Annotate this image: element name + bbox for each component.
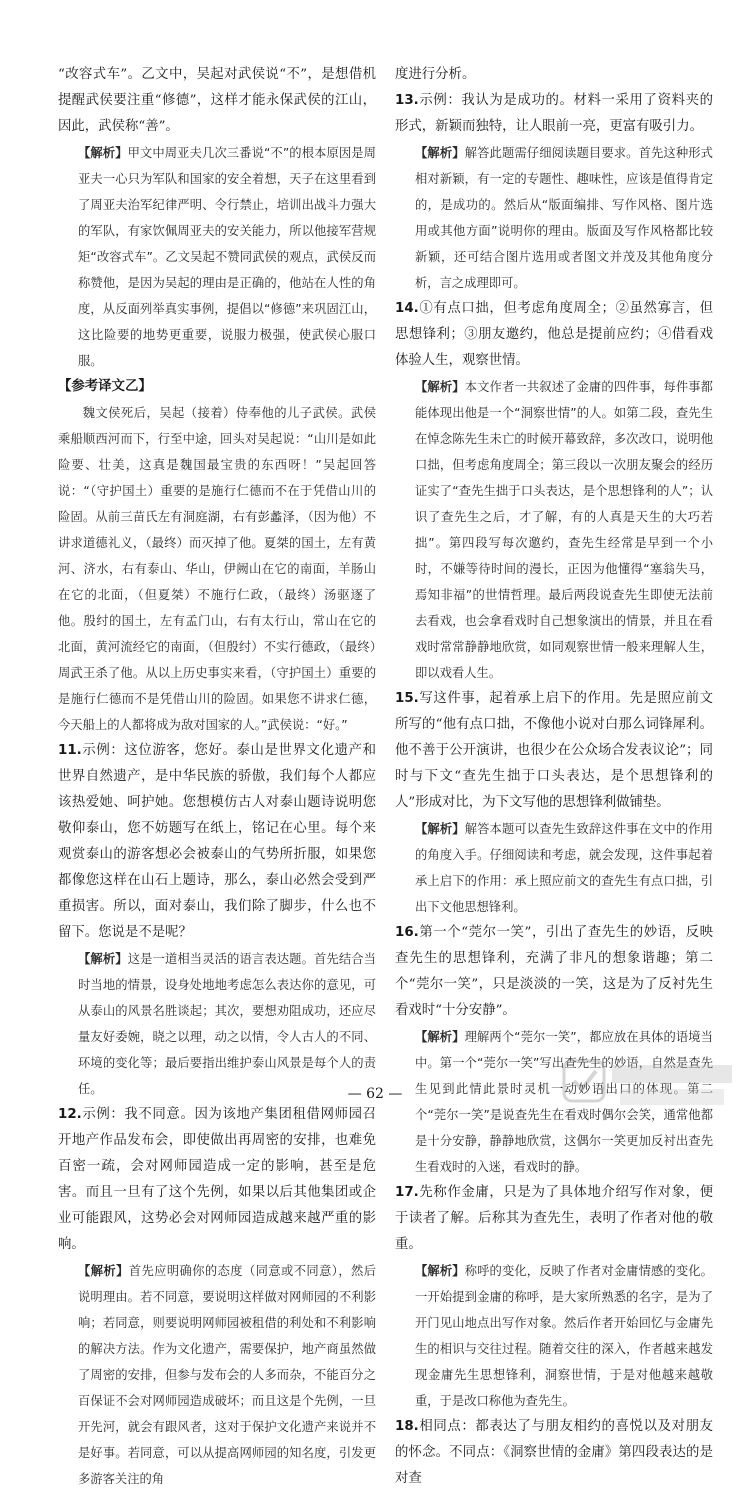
answer-item: [395, 296, 713, 374]
answer-text: 示例：这位游客，您好。泰山是世界文化遗产和世界自然遗产，是中华民族的骄傲，我们每个人都应该热爱她、呵护她。您想模仿古人对泰山题诗说明您敬仰泰山，您不妨题写在纸上，铭记在心里。每个来观赏泰山的游客想必会被泰山的气势所折服，如果您都像您这样在山石上题诗，那么，泰山必然会受到严重损害。所以，面对泰山，我们除了脚步，什么也不留下。您说是不是呢？: [58, 743, 376, 940]
analysis-note: [58, 1258, 376, 1492]
question-number: 15.: [395, 691, 419, 706]
body-text: “改容式车”。乙文中，吴起对武侯说“不”，是想借机提醒武侯要注重“修德”，这样才能永保武侯的江山，因此，武侯称“善”。: [58, 67, 376, 134]
analysis-text: 本文作者一共叙述了金庸的四件事，每件事都能体现出他是一个“洞察世情”的人。如第二段，查先生在悼念陈先生未亡的时候开幕致辞，多次改口，说明他口拙，但考虑角度周全；第三段以一次朋友聚会的经历证实了“查先生拙于口头表达，是个思想锋利的人”；认识了查先生之后，才了解，有的人真是天生的大巧若拙”。第四段写每次邀约，查先生经常是早到一个小时，不嫌等待时间的漫长，正因为他懂得“塞翁失马，焉知非福”的世情哲理。最后两段说查先生即使无法前去看戏，也会拿看戏时自己想象演出的情景，并且在看戏时常常静静地欣赏，如同观察世情一般来理解人生，即以戏看人生。: [415, 380, 713, 680]
analysis-text: 称呼的变化，反映了作者对金庸情感的变化。一开始提到金庸的称呼，是大家所熟悉的名字，是为了开门见山地点出写作对象。然后作者开始回忆与金庸先生的相识与交往过程。随着交往的深入，作者越来越发现金庸先生思想锋利，洞察世情，于是对他越来越敬重，于是改口称他为查先生。: [415, 1264, 713, 1408]
answer-item: [395, 88, 713, 140]
analysis-text: 甲文中周亚夫几次三番说“不”的根本原因是周亚夫一心只为军队和国家的安全着想，天子在这里看到了周亚夫治军纪律严明、令行禁止，培训出战斗力强大的军队，有家饮佩周亚夫的安关能力，所以他接军营规矩“改容式车”。乙文吴起不赞同武侯的观点，武侯反而称赞他，是因为吴起的理由是正确的，他站在人性的角度，从反面列举真实事例，提倡以“修德”来巩固江山，这比险要的地势更重要，说服力极强，使武侯心服口服。: [78, 146, 376, 368]
answer-item: [395, 1414, 713, 1492]
analysis-tag: 【解析】: [415, 1264, 465, 1278]
body-text: 度进行分析。: [395, 67, 476, 82]
analysis-note: [395, 816, 713, 920]
analysis-tag: 【解析】: [415, 822, 465, 836]
answer-text: 第一个“莞尔一笑”，引出了查先生的妙语，反映查先生的思想锋利，充满了非凡的想象谐趣；第二个“莞尔一笑”，只是淡淡的一笑，这是为了反衬先生看戏时“十分安静”。: [395, 925, 713, 1018]
question-number: 18.: [395, 1419, 419, 1434]
analysis-note: [395, 140, 713, 296]
question-number: 13.: [395, 93, 419, 108]
answer-text: 示例：我认为是成功的。材料一采用了资料夹的形式，新颖而独特，让人眼前一亮，更富有吸引力。: [395, 93, 713, 134]
analysis-text: 解答本题可以查先生致辞这件事在文中的作用的角度入手。仔细阅读和考虑，就会发现，这件事起着承上启下的作用：承上照应前文的查先生有点口拙，引出下文他思想锋利。: [415, 822, 713, 914]
analysis-tag: 【解析】: [78, 146, 128, 160]
answer-text: ①有点口拙，但考虑角度周全；②虽然寡言，但思想锋利；③朋友邀约，他总是提前应约；④借看戏体验人生，观察世情。: [395, 301, 713, 368]
question-number: 16.: [395, 925, 419, 940]
question-number: 11.: [58, 743, 82, 758]
answer-text: 相同点：都表达了与朋友相约的喜悦以及对朋友的怀念。不同点：《洞察世情的金庸》第四段表达的是对查: [395, 1419, 713, 1486]
answer-item: [395, 686, 713, 816]
analysis-note: [395, 1258, 713, 1414]
analysis-text: 理解两个“莞尔一笑”，都应放在具体的语境当中。第一个“莞尔一笑”写出查先生的妙语，自然是查先生见到此情此景时灵机一动妙语出口的体现。第二个“莞尔一笑”是说查先生在看戏时偶尔会笑，通常他都是十分安静，静静地欣赏，这偶尔一笑更加反衬出查先生看戏时的入迷，看戏时的静。: [415, 1030, 713, 1174]
analysis-tag: 【解析】: [415, 380, 465, 394]
analysis-tag: 【解析】: [78, 952, 128, 966]
page-number: — 62 —: [347, 1086, 403, 1102]
analysis-text: 解答此题需仔细阅读题目要求。首先这种形式相对新颖，有一定的专题性、趣味性，应该是值得肯定的，是成功的。然后从“版面编排、写作风格、图片选用或其他方面”说明你的理由。版面及写作风格都比较新颖，还可结合图片选用或者图文并茂及其他角度分析，言之成理即可。: [415, 146, 713, 290]
watermark-logo: [560, 1055, 740, 1115]
analysis-text: 这是一道相当灵活的语言表达题。首先结合当时当地的情景，设身处地地考虑怎么表达你的意见，可从泰山的风景名胜谈起；其次，要想劝阻成功，还应尽量友好委婉，晓之以理，动之以情，令人古人的不同、环境的变化等；最后要指出维护泰山风景是每个人的责任。: [78, 952, 376, 1096]
answer-item: [395, 1180, 713, 1258]
answer-item: [58, 738, 376, 946]
question-number: 17.: [395, 1185, 419, 1200]
reference-translation: 魏文侯死后，吴起（接着）侍奉他的儿子武侯。武侯乘船顺西河而下，行至中途，回头对吴起说：“山川是如此险要、壮美，这真是魏国最宝贵的东西呀！”吴起回答说：“（守护国土）重要的是施行仁德而不在于凭借山川的险固。从前三苗氏左有洞庭湖，右有彭蠡泽，（因为他）不讲求道德礼义，（最终）而灭掉了他。夏桀的国土，左有黄河、济水，右有泰山、华山，伊阙山在它的南面，羊肠山在它的北面，（但夏桀）不施行仁政，（最终）汤驱逐了他。殷纣的国土，左有孟门山，右有太行山，常山在它的北面，黄河流经它的南面，（但殷纣）不实行德政，（最终）周武王杀了他。从以上历史事实来看，（守护国土）重要的是施行仁德而不是凭借山川的险固。如果您不讲求仁德，今天船上的人都将成为敌对国家的人。”武侯说：“好。”: [58, 406, 376, 732]
answer-item: [395, 920, 713, 1024]
question-number: 12.: [58, 1107, 82, 1122]
answer-item: [58, 1102, 376, 1258]
question-number: 14.: [395, 301, 419, 316]
answer-text: 写这件事，起着承上启下的作用。先是照应前文所写的“他有点口拙，不像他小说对白那么词锋犀利。他不善于公开演讲，也很少在公众场合发表议论”；同时与下文“查先生拙于口头表达，是个思想锋利的人”形成对比，为下文写他的思想锋利做铺垫。: [395, 691, 713, 810]
analysis-tag: 【解析】: [415, 1030, 465, 1044]
watermark-graphic: [560, 1055, 740, 1115]
left-column: [58, 62, 376, 1492]
analysis-text: 首先应明确你的态度（同意或不同意），然后说明理由。若不同意，要说明这样做对网师园的不利影响；若同意，则要说明网师园被租借的利处和不利影响的解决方法。作为文化遗产，需要保护，地产商虽然做了周密的安排，但参与发布会的人多而杂，不能百分之百保证不会对网师园造成破坏；而且这是个先例，一旦开先河，就会有跟风者，这对于保护文化遗产来说并不是好事。若同意，可以从提高网师园的知名度，引发更多游客关注的角: [78, 1264, 376, 1486]
answer-text: 先称作金庸，只是为了具体地介绍写作对象，便于读者了解。后称其为查先生，表明了作者对他的敬重。: [395, 1185, 713, 1252]
section-heading: 【参考译文乙】: [58, 379, 152, 394]
answer-text: 示例：我不同意。因为该地产集团租借网师园召开地产作品发布会，即使做出再周密的安排，也难免百密一疏，会对网师园造成一定的影响，甚至是危害。而且一旦有了这个先例，如果以后其他集团或企业可能跟风，这势必会对网师园造成越来越严重的影响。: [58, 1107, 376, 1252]
analysis-tag: 【解析】: [415, 146, 465, 160]
analysis-note: [395, 374, 713, 686]
analysis-tag: 【解析】: [78, 1264, 129, 1278]
right-column: [395, 62, 713, 1492]
analysis-note: [58, 946, 376, 1102]
analysis-note: [58, 140, 376, 374]
